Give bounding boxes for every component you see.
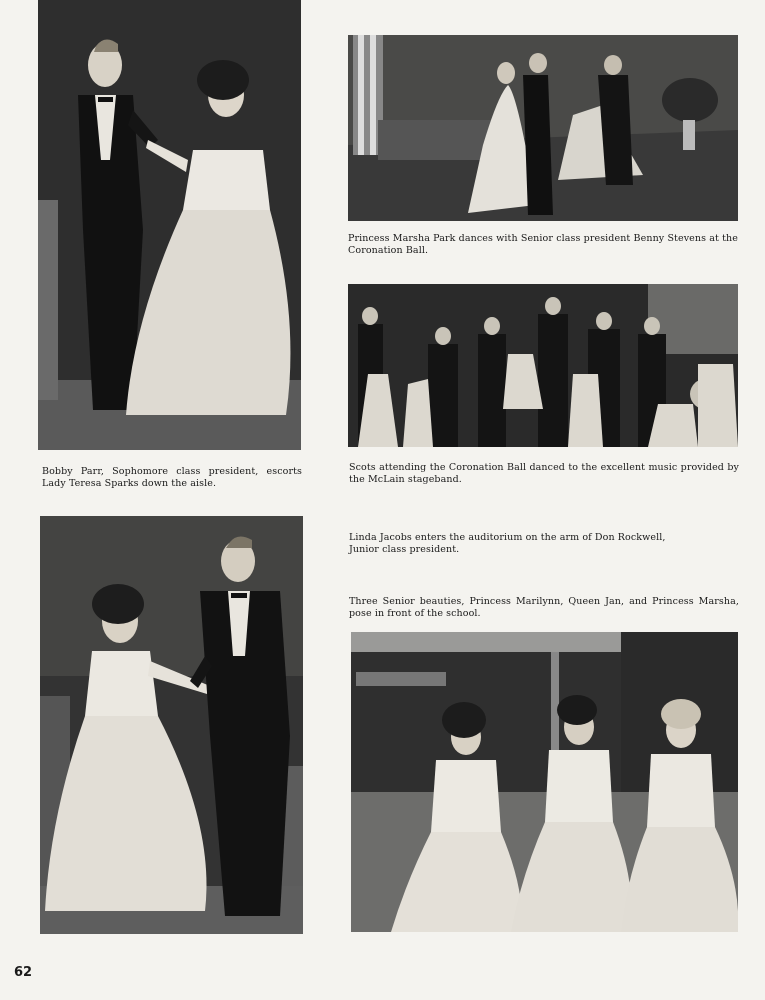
caption-scots-dancing: Scots attending the Coronation Ball danced to the excellent music provided by the McLain stageband. (349, 462, 739, 485)
caption-parr-sparks: Bobby Parr, Sophomore class president, escorts Lady Teresa Sparks down the aisle. (42, 466, 302, 489)
photo-jacobs-rockwell (40, 516, 303, 934)
caption-senior-beauties: Three Senior beauties, Princess Marilynn, Queen Jan, and Princess Marsha, pose in front of the school. (349, 596, 739, 619)
photo-parr-sparks (38, 0, 301, 450)
photo-park-stevens (348, 35, 738, 221)
photo-scots-dancing (348, 284, 738, 447)
caption-jacobs-rockwell: Linda Jacobs enters the auditorium on the arm of Don Rockwell, Junior class president. (349, 532, 666, 555)
page-number: 62 (14, 965, 33, 980)
caption-park-stevens: Princess Marsha Park dances with Senior class president Benny Stevens at the Coronation Ball. (348, 233, 738, 256)
photo-senior-beauties (351, 632, 738, 932)
